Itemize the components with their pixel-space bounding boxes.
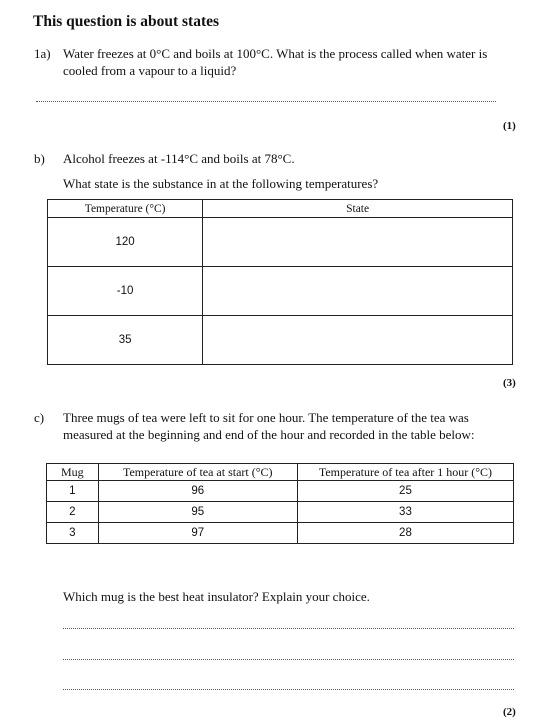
- table-header-row: [48, 200, 513, 218]
- table-header-temperature: Temperature (°C): [48, 200, 203, 218]
- temperature-cell: 120: [48, 218, 203, 267]
- answer-line-1c-3[interactable]: [63, 689, 514, 690]
- question-1a-text: Water freezes at 0°C and boils at 100°C. What is the process called when water is cooled from a vapour to a liquid?: [63, 46, 488, 78]
- table-row: [47, 523, 514, 544]
- table-row: [48, 316, 513, 365]
- table-header-start: Temperature of tea at start (°C): [98, 464, 297, 481]
- tea-mug-table: [46, 463, 514, 544]
- marks-1a: (1): [503, 120, 516, 132]
- question-1b-text-1: Alcohol freezes at -114°C and boils at 78°C.: [63, 151, 295, 166]
- mug-cell: 2: [47, 502, 99, 523]
- mug-cell: 1: [47, 481, 99, 502]
- table-row: [48, 218, 513, 267]
- state-answer-cell[interactable]: [203, 267, 513, 316]
- question-1c-text: Three mugs of tea were left to sit for one hour. The temperature of the tea was measured at the beginning and end of the hour and recorded in the table below:: [63, 410, 475, 442]
- start-temp-cell: 95: [98, 502, 297, 523]
- mug-cell: 3: [47, 523, 99, 544]
- temperature-cell: 35: [48, 316, 203, 365]
- page-title: This question is about states: [33, 13, 220, 30]
- table-header-row: [47, 464, 514, 481]
- table-row: [47, 481, 514, 502]
- question-1b-text-2: What state is the substance in at the following temperatures?: [63, 176, 379, 191]
- question-1b-number: b): [34, 151, 45, 166]
- answer-line-1c-2[interactable]: [63, 659, 514, 660]
- after-temp-cell: 25: [297, 481, 513, 502]
- temperature-cell: -10: [48, 267, 203, 316]
- table-header-mug: Mug: [47, 464, 99, 481]
- question-1c-number: c): [34, 410, 45, 425]
- answer-line-1c-1[interactable]: [63, 628, 514, 629]
- states-table: [47, 199, 513, 365]
- question-1c-prompt: Which mug is the best heat insulator? Explain your choice.: [63, 589, 370, 604]
- table-row: [48, 267, 513, 316]
- table-header-state: State: [203, 200, 513, 218]
- table-row: [47, 502, 514, 523]
- after-temp-cell: 28: [297, 523, 513, 544]
- question-1a-number: 1a): [34, 46, 51, 61]
- start-temp-cell: 97: [98, 523, 297, 544]
- marks-1b: (3): [503, 377, 516, 389]
- answer-line-1a[interactable]: [36, 101, 496, 102]
- marks-1c: (2): [503, 706, 516, 718]
- table-header-after: Temperature of tea after 1 hour (°C): [297, 464, 513, 481]
- after-temp-cell: 33: [297, 502, 513, 523]
- state-answer-cell[interactable]: [203, 218, 513, 267]
- state-answer-cell[interactable]: [203, 316, 513, 365]
- start-temp-cell: 96: [98, 481, 297, 502]
